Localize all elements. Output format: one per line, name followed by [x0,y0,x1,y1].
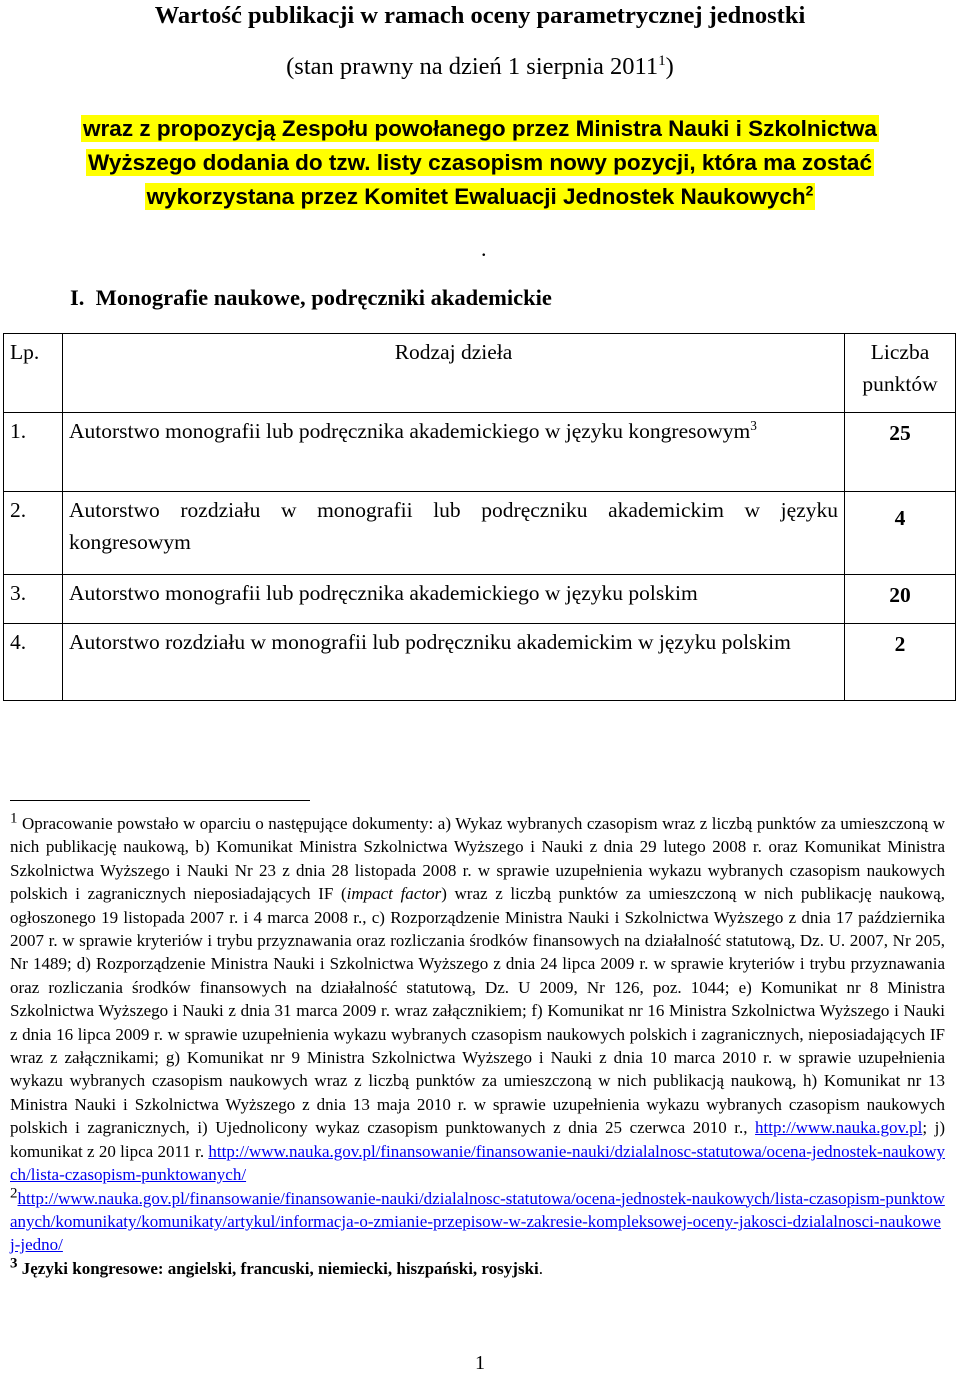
row-lp: 4. [4,624,63,701]
footnote-3-end: . [538,1258,543,1278]
footnote-ref-3[interactable]: 3 [750,417,757,433]
footnote-2-link[interactable]: http://www.nauka.gov.pl/finansowanie/finansowanie-nauki/dzialalnosc-statutowa/ocena-jednostek-naukowych/lista-czasopism-punktowanych/komunikaty/komunikaty/artykul/informacja-o-zmianie-przepisow-w-zakresie-kompleksowej-oceny-jakosci-dzialalnosci-naukowej-jedno/ [10,1188,945,1255]
row-points-value: 20 [889,583,911,607]
row-kind-label: Autorstwo monografii lub podręcznika akademickiego w języku kongresowym [69,419,751,443]
row-kind [63,413,845,492]
header-points-line1: Liczba [870,340,930,364]
page-subtitle [0,53,960,81]
footnote-1-italic: impact factor [346,884,442,904]
highlight-line-1: wraz z propozycją Zespołu powołanego przez Ministra Nauki i Szkolnictwa [83,116,877,141]
header-kind: Rodzaj dzieła [63,334,845,413]
row-kind-text [69,415,838,447]
subtitle-close: ) [665,53,674,80]
section-title: Monografie naukowe, podręczniki akademickie [95,285,552,310]
footnote-ref-2[interactable]: 2 [805,182,814,199]
row-lp: 1. [4,413,63,492]
footnotes [10,812,945,1280]
row-points [845,575,956,624]
row-points [845,624,956,701]
footnote-3-text: Języki kongresowe: angielski, francuski, niemiecki, hiszpański, rosyjski [17,1258,539,1278]
footnote-3 [10,1257,945,1280]
table-header-row [4,334,956,413]
highlight-line-2: Wyższego dodania do tzw. listy czasopism nowy pozycji, która ma zostać [88,150,872,175]
row-kind-label: Autorstwo monografii lub podręcznika akademickiego w języku polskim [69,581,698,605]
row-points-value: 4 [894,506,906,530]
row-points-value: 25 [889,421,911,445]
footnote-1-mark: 1 [10,810,18,827]
row-lp: 3. [4,575,63,624]
row-points [845,413,956,492]
footnote-1-text-a: Opracowanie powstało w oparciu o następujące dokumenty: a) Wykaz wybranych czasopism wraz z liczbą punktów za umieszczoną w nich publikację naukową, b) Komunikat Ministra Szkolnictwa Wyższego i Nauki z dnia 29 lutego 2008 r. oraz Komunikat Ministra Szkolnictwa Wyższego i Nauki Nr 23 z dnia 28 listopada 2008 r. w sprawie uzupełnienia wykazu wybranych czasopism naukowych polskich i zagranicznych nieposiadających IF ( [10,814,945,904]
page-number: 1 [475,1352,485,1374]
stray-dot: . [481,236,487,261]
row-kind-label: Autorstwo rozdziału w monografii lub podręczniku akademickim w języku kongresowym [69,498,838,554]
highlight-line-3-text: wykorzystana przez Komitet Ewaluacji Jednostek Naukowych [146,184,806,209]
row-kind-label: Autorstwo rozdziału w monografii lub podręczniku akademickim w języku polskim [69,630,791,654]
table-row [4,575,956,624]
row-kind [63,624,845,701]
row-points [845,492,956,575]
header-points [845,334,956,413]
points-table [3,333,956,701]
page-title: Wartość publikacji w ramach oceny parametrycznej jednostki [154,2,806,29]
footnote-2 [10,1184,945,1257]
table-row [4,413,956,492]
row-kind [63,492,845,575]
footnote-1-link-nauka[interactable]: http://www.nauka.gov.pl [755,1118,923,1138]
section-heading [70,285,552,311]
footnote-ref-1[interactable]: 1 [658,51,666,69]
highlight-line-3 [145,183,816,210]
footnote-1-text-b: ) wraz z liczbą punktów za umieszczoną w nich publikację naukową, ogłoszonego 19 listopada 2007 r. i 4 marca 2008 r., c) Rozporządzenie Ministra Nauki i Szkolnictwa Wyższego z dnia 17 października 2007 r. w sprawie kryteriów i trybu przyznawania oraz rozliczania środków finansowych na działalność statutową, Dz. U. 2007, Nr 205, Nr 1489; d) Rozporządzenie Ministra Nauki i Szkolnictwa Wyższego z dnia 24 lipca 2009 r. w sprawie kryteriów i trybu przyznawania oraz rozliczania środków finansowych na działalność statutową, Dz. U 2009, Nr 126, poz. 1044; e) Komunikat nr 8 Ministra Szkolnictwa Wyższego i Nauki z dnia 31 marca 2009 r. wraz załącznikiem; f) Komunikat nr 16 Ministra Szkolnictwa Wyższego i Nauki z dnia 16 lipca 2009 r. w sprawie uzupełnienia wykazu wybranych czasopism naukowych polskich i zagranicznych, nieposiadających IF wraz z załącznikami; g) Komunikat nr 9 Ministra Szkolnictwa Wyższego i Nauki z dnia 10 marca 2010 r. w sprawie uzupełnienia wykazu wybranych czasopism naukowych wraz z liczbą punktów za umieszczoną w nich publikacją naukową, h) Komunikat nr 13 Ministra Nauki i Szkolnictwa Wyższego z dnia 13 maja 2010 r. w sprawie uzupełnienia wykazu wybranych czasopism naukowych polskich i zagranicznych, i) Ujednolicony wykaz czasopism punktowanych z dnia 25 czerwca 2010 r., [10,884,945,1138]
footnote-separator [10,800,310,801]
footnote-1 [10,812,945,1187]
table-row [4,624,956,701]
section-number: I. [70,285,85,310]
row-lp: 2. [4,492,63,575]
footnote-1-link-lista[interactable]: http://www.nauka.gov.pl/finansowanie/finansowanie-nauki/dzialalnosc-statutowa/ocena-jednostek-naukowych/lista-czasopism-punktowanych/ [10,1141,945,1185]
footnote-3-mark: 3 [10,1255,18,1272]
footnote-2-mark: 2 [10,1184,18,1201]
table-row [4,492,956,575]
footnote-1-text-c: ; j) komunikat z 20 lipca 2011 r. [10,1118,945,1161]
highlighted-proposal [0,112,960,214]
header-lp: Lp. [4,334,63,413]
header-points-line2: punktów [862,372,938,396]
subtitle-text: (stan prawny na dzień 1 sierpnia 2011 [286,53,659,80]
row-points-value: 2 [894,632,906,656]
row-kind [63,575,845,624]
